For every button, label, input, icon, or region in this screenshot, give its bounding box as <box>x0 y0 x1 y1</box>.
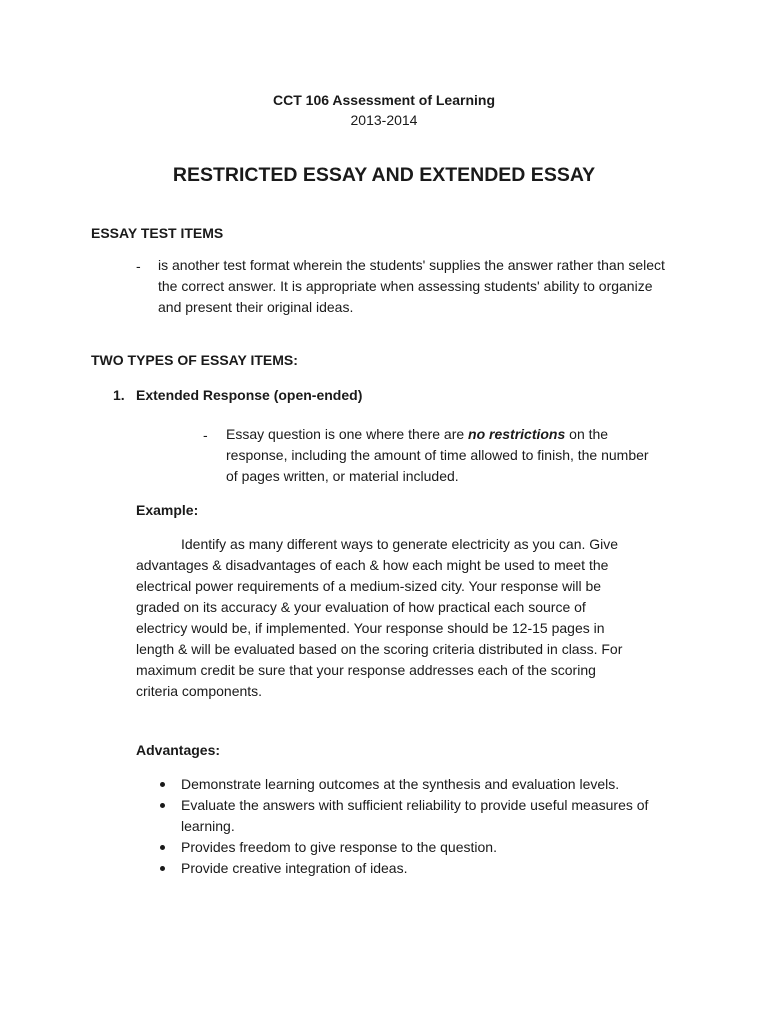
bullet-icon <box>160 866 165 871</box>
definition-dash: - <box>136 258 141 274</box>
list-item: Provide creative integration of ideas. <box>136 858 676 879</box>
no-restrictions-emphasis: no restrictions <box>468 426 566 442</box>
desc-after: on the response, including the amount of time allowed to finish, the number of pages written, or material included. <box>226 426 649 484</box>
types-heading: TWO TYPES OF ESSAY ITEMS: <box>91 352 298 368</box>
desc-before: Essay question is one where there are <box>226 426 469 442</box>
example-text: Identify as many different ways to generate electricity as you can. Give advantages & disadvantages of each & how each might be used to meet the electrical power requirements of a medium-sized city. Your response will be graded on its accuracy & your evaluation of how practical each source of electricy would be, if implemented. Your response should be 12-15 pages in length & will be evaluated based on the scoring criteria distributed in class. For maximum credit be sure that your response addresses each of the scoring criteria components. <box>136 536 623 699</box>
essay-definition: is another test format wherein the students' supplies the answer rather than select the correct answer. It is appropriate when assessing students' ability to organize and present their original ideas. <box>158 257 665 315</box>
page-title: RESTRICTED ESSAY AND EXTENDED ESSAY <box>172 164 596 186</box>
essay-test-items-heading: ESSAY TEST ITEMS <box>91 225 224 241</box>
extended-response-heading: Extended Response (open-ended) <box>136 387 363 403</box>
course-year: 2013-2014 <box>350 112 418 128</box>
advantages-heading: Advantages: <box>136 742 221 758</box>
course-title: CCT 106 Assessment of Learning <box>273 92 495 108</box>
bullet-icon <box>160 782 165 787</box>
list-item: Evaluate the answers with sufficient reliability to provide useful measures of learning. <box>136 795 676 837</box>
item-number: 1. <box>113 387 125 403</box>
extended-description <box>226 424 656 487</box>
example-heading: Example: <box>136 502 199 518</box>
list-item: Demonstrate learning outcomes at the synthesis and evaluation levels. <box>136 774 676 795</box>
list-item: Provides freedom to give response to the question. <box>136 837 676 858</box>
bullet-icon <box>160 803 165 808</box>
extended-dash: - <box>203 427 208 443</box>
bullet-icon <box>160 845 165 850</box>
advantages-list <box>136 774 676 879</box>
